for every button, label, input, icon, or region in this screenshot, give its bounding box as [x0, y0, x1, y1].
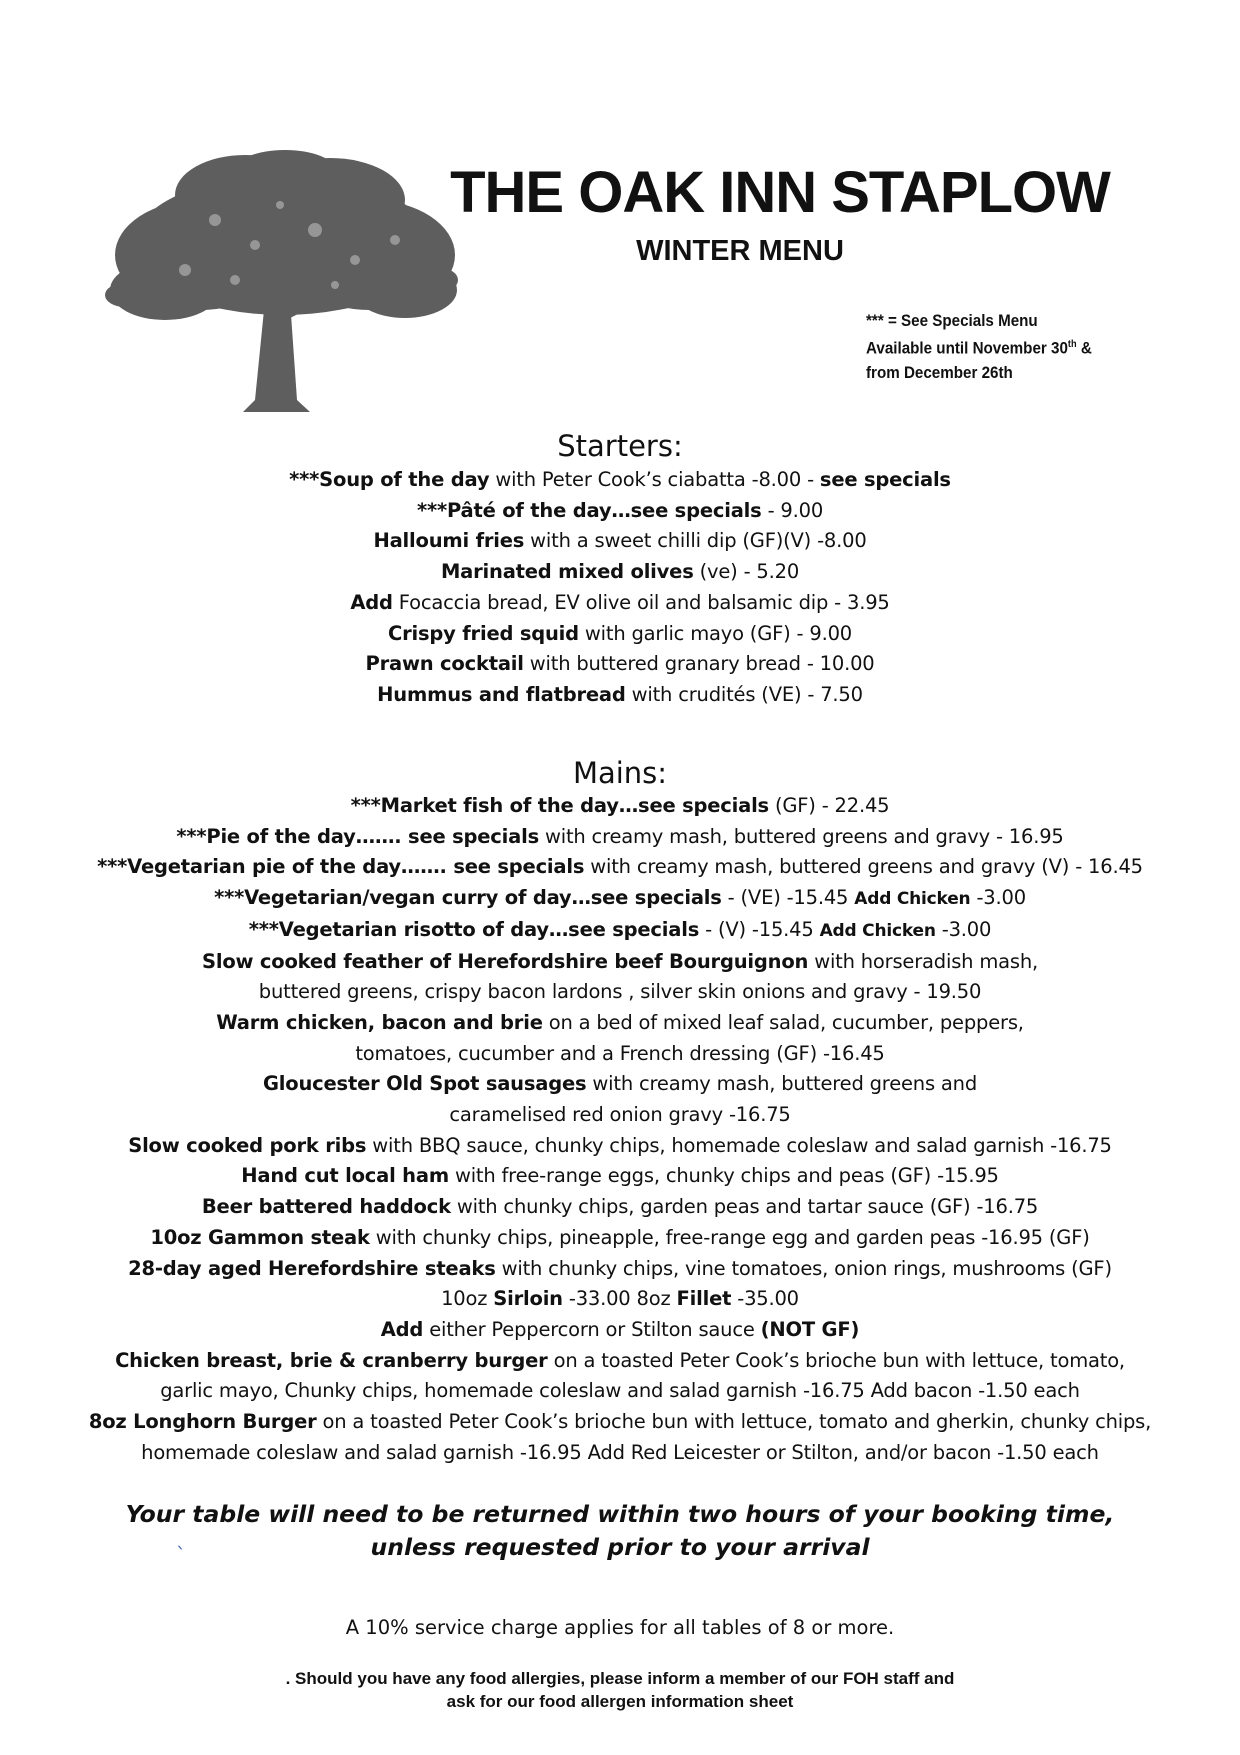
service-charge-note: A 10% service charge applies for all tables of 8 or more.	[345, 1616, 895, 1639]
menu-text: Add	[380, 1317, 424, 1341]
mains-heading: Mains:	[572, 756, 668, 790]
menu-text: -33.00 8oz	[562, 1287, 677, 1311]
mains-menu-line	[0, 1223, 1240, 1254]
allergy-line: . Should you have any food allergies, please inform a member of our FOH staff and	[285, 1669, 955, 1688]
menu-text: Halloumi fries	[373, 529, 525, 553]
note-line: Available until November 30th &	[866, 339, 1092, 358]
starters-list	[0, 465, 1240, 711]
starters-menu-line	[0, 619, 1240, 650]
menu-text: (GF) - 22.45	[768, 794, 890, 817]
note-line: *** = See Specials Menu	[866, 312, 1038, 330]
policy-line: unless requested prior to your arrival	[370, 1533, 870, 1561]
menu-text: ***Pâté of the day…see specials	[416, 498, 762, 522]
menu-text: caramelised red onion gravy -16.75	[449, 1103, 791, 1127]
menu-text: Crispy fried squid	[387, 621, 579, 645]
mains-menu-line	[0, 1438, 1240, 1469]
menu-text: Add Chicken	[819, 920, 936, 941]
mains-menu-line	[0, 1008, 1240, 1039]
note-line: from December 26th	[866, 363, 1013, 382]
starters-heading: Starters:	[557, 429, 683, 463]
menu-text: - 9.00	[761, 498, 824, 522]
stray-mark: `	[176, 1543, 186, 1567]
menu-text: homemade coleslaw and salad garnish -16.95 Add Red Leicester or Stilton, and/or bacon -1.50 each	[141, 1440, 1099, 1464]
page-title: THE OAK INN STAPLOW	[450, 160, 1110, 225]
menu-text: with creamy mash, buttered greens and	[586, 1072, 977, 1096]
mains-menu-line	[0, 1100, 1240, 1131]
mains-menu-line	[0, 915, 1240, 947]
menu-text: with BBQ sauce, chunky chips, homemade coleslaw and salad garnish -16.75	[366, 1133, 1112, 1157]
starters-menu-line	[0, 465, 1240, 496]
menu-text: with chunky chips, garden peas and tartar sauce (GF) -16.75	[450, 1195, 1039, 1219]
menu-text: with chunky chips, pineapple, free-range egg and garden peas -16.95 (GF)	[369, 1225, 1090, 1249]
menu-text: tomatoes, cucumber and a French dressing (GF) -16.45	[355, 1041, 885, 1065]
menu-text: Warm chicken, bacon and brie	[216, 1010, 543, 1034]
mains-menu-line	[0, 822, 1240, 853]
menu-subtitle: WINTER MENU	[636, 235, 844, 267]
menu-text: Hummus and flatbread	[377, 682, 626, 706]
starters-menu-line	[0, 557, 1240, 588]
menu-text: Beer battered haddock	[201, 1195, 451, 1219]
menu-text: - (V) -15.45	[699, 917, 820, 941]
menu-text: Prawn cocktail	[365, 652, 524, 676]
menu-text: ***Vegetarian/vegan curry of day…see specials	[214, 886, 722, 910]
menu-text: Add	[350, 590, 393, 614]
allergy-line: ask for our food allergen information sheet	[446, 1692, 794, 1711]
mains-menu-line	[0, 1284, 1240, 1315]
menu-text: see specials	[819, 468, 951, 491]
mains-menu-line	[0, 977, 1240, 1008]
menu-text: with a sweet chilli dip (GF)(V) -8.00	[524, 529, 867, 553]
menu-text: - (VE) -15.45	[721, 886, 855, 910]
menu-text: with Peter Cook’s ciabatta -8.00 -	[489, 468, 820, 491]
menu-text: -3.00	[935, 917, 992, 941]
mains-menu-line	[0, 1315, 1240, 1346]
starters-menu-line	[0, 649, 1240, 680]
starters-menu-line	[0, 588, 1240, 619]
mains-menu-line	[0, 947, 1240, 978]
menu-text: 10oz	[441, 1287, 494, 1311]
menu-text: with creamy mash, buttered greens and gravy (V) - 16.45	[584, 855, 1143, 879]
menu-text: on a bed of mixed leaf salad, cucumber, peppers,	[542, 1010, 1024, 1034]
allergy-note	[0, 1667, 1240, 1713]
menu-text: ***Vegetarian pie of the day……. see specials	[97, 855, 585, 879]
mains-menu-line	[0, 852, 1240, 883]
mains-menu-line	[0, 1254, 1240, 1285]
mains-menu-line	[0, 1039, 1240, 1070]
mains-menu-line	[0, 1069, 1240, 1100]
menu-text: (ve) - 5.20	[693, 560, 800, 584]
menu-text: Slow cooked feather of Herefordshire beef Bourguignon	[202, 949, 809, 973]
mains-menu-line	[0, 1376, 1240, 1407]
menu-text: with crudités (VE) - 7.50	[625, 682, 863, 706]
mains-menu-line	[0, 1131, 1240, 1162]
menu-text: with buttered granary bread - 10.00	[523, 652, 875, 676]
menu-text: Fillet	[676, 1287, 732, 1311]
menu-text: Gloucester Old Spot sausages	[262, 1072, 587, 1096]
menu-text: on a toasted Peter Cook’s brioche bun with lettuce, tomato and gherkin, chunky chips,	[316, 1410, 1152, 1434]
menu-text: with chunky chips, vine tomatoes, onion rings, mushrooms (GF)	[495, 1256, 1112, 1280]
menu-text: Focaccia bread, EV olive oil and balsamic dip - 3.95	[392, 590, 890, 614]
mains-menu-line	[0, 883, 1240, 915]
starters-menu-line	[0, 526, 1240, 557]
mains-list	[0, 791, 1240, 1468]
menu-text: Add Chicken	[854, 889, 971, 910]
mains-menu-line	[0, 791, 1240, 822]
menu-text: on a toasted Peter Cook’s brioche bun with lettuce, tomato,	[547, 1348, 1125, 1372]
menu-text: ***Vegetarian risotto of day…see specials	[248, 917, 700, 941]
menu-text: 10oz Gammon steak	[150, 1225, 370, 1249]
starters-menu-line	[0, 680, 1240, 711]
menu-text: ***Market fish of the day…see specials	[350, 794, 769, 817]
starters-menu-line	[0, 496, 1240, 527]
menu-text: Hand cut local ham	[241, 1164, 449, 1188]
table-time-policy	[0, 1498, 1240, 1564]
menu-text: (NOT GF)	[760, 1317, 860, 1341]
menu-text: either Peppercorn or Stilton sauce	[423, 1317, 761, 1341]
menu-text: Sirloin	[493, 1287, 563, 1311]
menu-text: -3.00	[970, 886, 1026, 910]
menu-text: Slow cooked pork ribs	[128, 1133, 367, 1157]
mains-menu-line	[0, 1192, 1240, 1223]
menu-text: ***Soup of the day	[289, 468, 490, 491]
menu-text: with free-range eggs, chunky chips and peas (GF) -15.95	[448, 1164, 999, 1188]
mains-menu-line	[0, 1346, 1240, 1377]
menu-text: Marinated mixed olives	[440, 560, 694, 584]
menu-text: buttered greens, crispy bacon lardons , silver skin onions and gravy - 19.50	[258, 980, 982, 1004]
menu-text: Chicken breast, brie & cranberry burger	[115, 1348, 548, 1372]
policy-line: Your table will need to be returned within two hours of your booking time,	[125, 1500, 1115, 1528]
menu-text: garlic mayo, Chunky chips, homemade coleslaw and salad garnish -16.75 Add bacon -1.50 each	[160, 1379, 1080, 1403]
menu-text: with creamy mash, buttered greens and gravy - 16.95	[538, 824, 1064, 848]
specials-note	[866, 309, 1142, 385]
mains-menu-line	[0, 1407, 1240, 1438]
menu-text: with garlic mayo (GF) - 9.00	[578, 621, 852, 645]
menu-text: -35.00	[731, 1287, 799, 1311]
mains-menu-line	[0, 1161, 1240, 1192]
menu-text: 28-day aged Herefordshire steaks	[128, 1256, 496, 1280]
menu-text: with horseradish mash,	[808, 949, 1038, 973]
menu-text: 8oz Longhorn Burger	[88, 1410, 317, 1434]
menu-text: ***Pie of the day……. see specials	[176, 824, 539, 848]
